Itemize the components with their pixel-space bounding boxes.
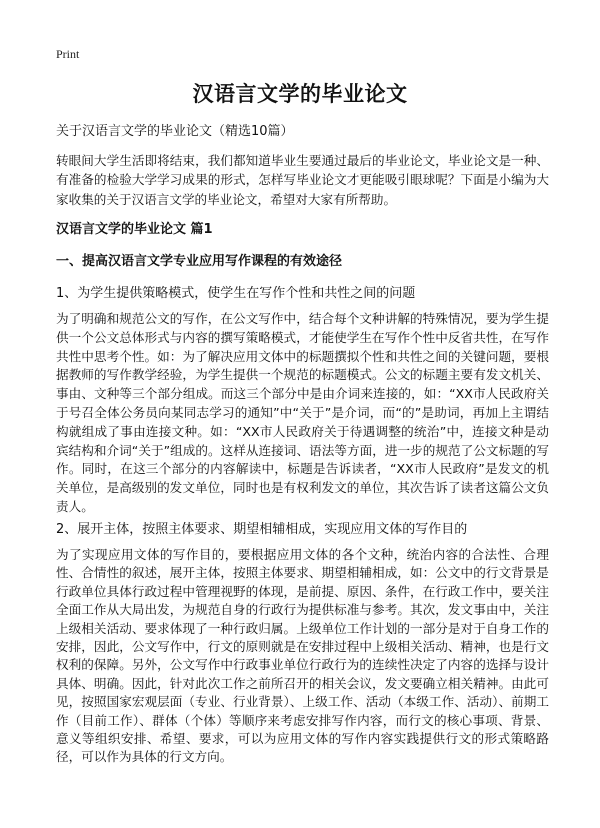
point2-paragraph: 为了实现应用文体的写作目的，要根据应用文体的各个文种，统治内容的合法性、合理性、合情性的叙述，展开主体，按照主体要求、期望相辅相成，如：公文中的行文背景是行政单位具体行政过程中管理视野的体现，是前提、原因、条件，在行政工作中，要关注全面工作从大局出发，为规范自身的行政行为提供标准与参考。其次，发文事由中，关注上级相关活动、要求体现了一种行政归属。上级单位工作计划的一部分是对于自身工作的安排，因此，公文写作中，行文的原则就是在安排过程中上级相关活动、精神，也是行文权利的保障。另外，公文写作中行政事业单位行政行为的连续性决定了内容的选择与设计具体、明确。因此，针对此次工作之前所召开的相关会议，发文要确立相关精神。由此可见，按照国家宏观层面（专业、行业背景）、上级工作、活动（本级工作、活动）、前期工作（目前工作）、群体（个体）等顺序来考虑安排写作内容，而行文的核心事项、背景、意义等组织安排、希望、要求，可以为应用文体的写作内容实践提供行文的形式策略路径，可以作为具体的行文方向。: [56, 547, 549, 765]
point1-heading: 1、为学生提供策略模式，使学生在写作个性和共性之间的问题: [56, 286, 416, 301]
document-subtitle: 关于汉语言文学的毕业论文（精选10篇）: [56, 124, 294, 139]
intro-paragraph: 转眼间大学生活即将结束，我们都知道毕业生要通过最后的毕业论文，毕业论文是一种、有准备的检验大学学习成果的形式，怎样写毕业论文才更能吸引眼球呢？下面是小编为大家收集的关于汉语言文学的毕业论文，希望对大家有所帮助。: [56, 153, 549, 207]
point2-heading: 2、展开主体，按照主体要求、期望相辅相成，实现应用文体的写作目的: [56, 522, 468, 537]
article-heading: 汉语言文学的毕业论文 篇1: [56, 222, 213, 237]
point1-paragraph: 为了明确和规范公文的写作，在公文写作中，结合每个文种讲解的特殊情况，要为学生提供一个公文总体形式与内容的撰写策略模式，才能使学生在写作个性中反省共性，在写作共性中思考个性。如：为了解决应用文体中的标题撰拟个性和共性之间的关键问题，要根据教师的写作教学经验，为学生提供一个规范的标题模式。公文的标题主要有发文机关、事由、文种等三个部分组成。而这三个部分中是由介词来连接的，如：“XX市人民政府关于号召全体公务员向某同志学习的通知”中“关于”是介词，而“的”是助词，再加上主谓结构就组成了事由连接文种。如：“XX市人民政府关于待遇调整的统治”中，连接文种是动宾结构和介词“关于”组成的。这样从连接词、语法等方面，进一步的规范了公文标题的写作。同时，在这三个部分的内容解读中，标题是告诉读者，“XX市人民政府”是发文的机关单位，是高级别的发文单位，同时也是有权利发文的单位，其次告诉了读者这篇公文负责人。: [56, 311, 549, 514]
section-heading: 一、提高汉语言文学专业应用写作课程的有效途径: [56, 254, 343, 269]
print-label: Print: [56, 47, 80, 61]
document-title: 汉语言文学的毕业论文: [192, 82, 408, 106]
